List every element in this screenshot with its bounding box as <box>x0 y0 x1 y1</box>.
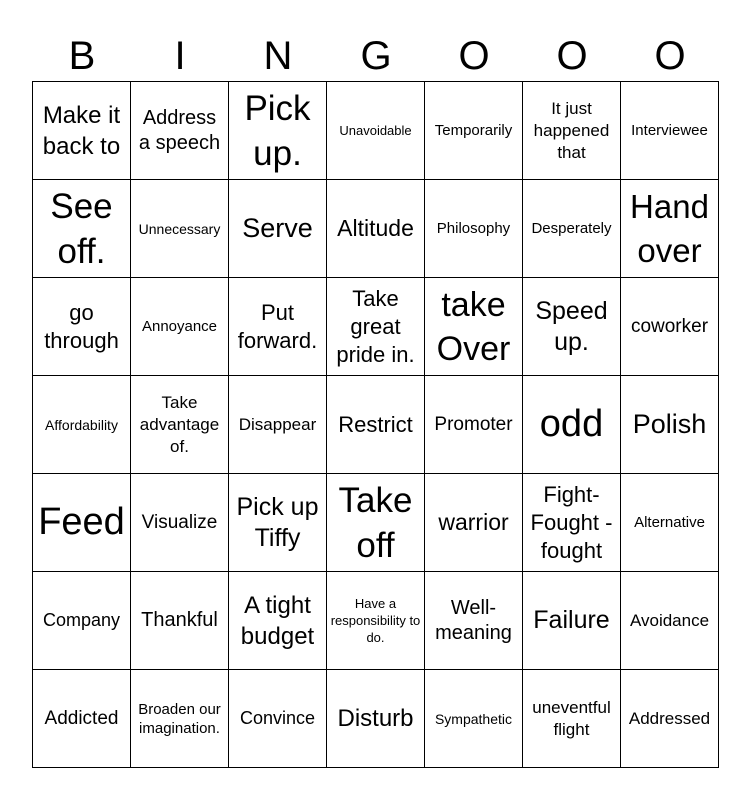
bingo-cell[interactable] <box>33 572 131 670</box>
bingo-cell[interactable] <box>425 670 523 768</box>
bingo-cell[interactable] <box>621 180 719 278</box>
bingo-cell[interactable] <box>229 180 327 278</box>
cell-text: Altitude <box>337 215 414 241</box>
header-letter-7: O <box>654 34 686 78</box>
bingo-cell[interactable] <box>131 670 229 768</box>
cell-text: uneventful flight <box>532 697 611 739</box>
bingo-cell[interactable] <box>33 278 131 376</box>
bingo-cell[interactable] <box>621 278 719 376</box>
bingo-cell[interactable] <box>523 572 621 670</box>
bingo-cell[interactable] <box>425 474 523 572</box>
bingo-cell[interactable] <box>131 278 229 376</box>
cell-text: Affordability <box>45 416 118 433</box>
cell-text: Hand over <box>630 187 709 269</box>
bingo-cell[interactable] <box>131 572 229 670</box>
cell-text: Interviewee <box>631 122 708 139</box>
cell-text: Temporarily <box>434 122 513 139</box>
cell-text: A tight budget <box>240 591 315 650</box>
cell-text: coworker <box>630 315 709 337</box>
cell-text: go through <box>44 299 119 353</box>
bingo-header <box>33 30 719 82</box>
cell-text: Unavoidable <box>339 123 412 138</box>
bingo-cell[interactable] <box>621 474 719 572</box>
header-letter-5: O <box>458 34 490 78</box>
bingo-cell[interactable] <box>33 180 131 278</box>
cell-text: Pick up Tiffy <box>236 492 319 552</box>
cell-text: Have a responsibility to do. <box>330 596 421 645</box>
bingo-cell[interactable] <box>229 572 327 670</box>
bingo-cell[interactable] <box>425 180 523 278</box>
header-letter-3: N <box>263 34 293 78</box>
bingo-cell[interactable] <box>229 376 327 474</box>
cell-text: It just happened that <box>533 98 610 162</box>
bingo-cell[interactable] <box>523 376 621 474</box>
bingo-cell[interactable] <box>33 670 131 768</box>
bingo-cell[interactable] <box>33 474 131 572</box>
cell-text: Address a speech <box>138 106 221 154</box>
cell-text: Take advantage of. <box>139 392 220 456</box>
cell-text: Polish <box>632 409 707 439</box>
header-letter-4: G <box>360 34 392 78</box>
bingo-cell[interactable] <box>229 82 327 180</box>
bingo-cell[interactable] <box>327 572 425 670</box>
bingo-cell[interactable] <box>523 670 621 768</box>
cell-text: Promoter <box>434 413 513 435</box>
cell-text: Restrict <box>338 411 413 437</box>
cell-text: Feed <box>38 501 125 543</box>
cell-text: odd <box>539 403 604 445</box>
bingo-cell[interactable] <box>425 376 523 474</box>
bingo-cell[interactable] <box>327 180 425 278</box>
cell-text: Well-meaning <box>435 596 512 644</box>
bingo-cell[interactable] <box>523 278 621 376</box>
header-letter-2: I <box>174 34 186 78</box>
cell-text: Convince <box>239 708 316 728</box>
header-letter-1: B <box>68 34 96 78</box>
cell-text: Speed up. <box>535 296 608 356</box>
bingo-cell[interactable] <box>33 376 131 474</box>
bingo-cell[interactable] <box>621 670 719 768</box>
cell-text: See off. <box>50 186 113 271</box>
cell-text: Annoyance <box>141 318 218 335</box>
bingo-cell[interactable] <box>621 376 719 474</box>
cell-text: Desperately <box>531 220 612 237</box>
bingo-cell[interactable] <box>621 572 719 670</box>
bingo-cell[interactable] <box>131 180 229 278</box>
header-letter-6: O <box>556 34 588 78</box>
cell-text: Sympathetic <box>434 710 513 727</box>
cell-text: Serve <box>242 213 313 243</box>
bingo-cell[interactable] <box>425 572 523 670</box>
bingo-cell[interactable] <box>131 474 229 572</box>
cell-text: Pick up. <box>244 88 311 173</box>
bingo-cell[interactable] <box>523 82 621 180</box>
cell-text: Fight-Fought -fought <box>530 481 613 563</box>
cell-text: Addressed <box>628 708 711 728</box>
bingo-cell[interactable] <box>327 376 425 474</box>
cell-text: Unnecessary <box>138 220 221 237</box>
cell-text: Failure <box>533 606 610 634</box>
cell-text: Alternative <box>634 514 705 531</box>
cell-text: Disturb <box>337 705 414 732</box>
bingo-cell[interactable] <box>229 474 327 572</box>
cell-text: Take great pride in. <box>336 285 415 367</box>
cell-text: Make it back to <box>42 101 121 160</box>
bingo-cell[interactable] <box>327 278 425 376</box>
cell-text: Company <box>42 610 121 630</box>
cell-text: Addicted <box>44 707 119 729</box>
bingo-cell[interactable] <box>425 278 523 376</box>
bingo-cell[interactable] <box>327 82 425 180</box>
bingo-cell[interactable] <box>621 82 719 180</box>
bingo-cell[interactable] <box>425 82 523 180</box>
cell-text: Take off <box>338 480 413 565</box>
bingo-cell[interactable] <box>131 82 229 180</box>
bingo-cell[interactable] <box>327 474 425 572</box>
bingo-cell[interactable] <box>327 670 425 768</box>
bingo-cell[interactable] <box>523 474 621 572</box>
bingo-cell[interactable] <box>131 376 229 474</box>
cell-text: take Over <box>436 285 511 368</box>
cell-text: Thankful <box>141 609 218 631</box>
bingo-cell[interactable] <box>229 278 327 376</box>
bingo-cell[interactable] <box>523 180 621 278</box>
cell-text: Avoidance <box>629 610 710 630</box>
bingo-cell[interactable] <box>229 670 327 768</box>
cell-text: Disappear <box>238 414 317 434</box>
cell-text: Put forward. <box>237 299 318 353</box>
bingo-grid <box>32 81 719 768</box>
cell-text: Philosophy <box>436 220 511 237</box>
cell-text: Visualize <box>141 511 218 533</box>
cell-text: warrior <box>438 509 509 535</box>
cell-text: Broaden our imagination. <box>138 700 221 737</box>
bingo-cell[interactable] <box>33 82 131 180</box>
